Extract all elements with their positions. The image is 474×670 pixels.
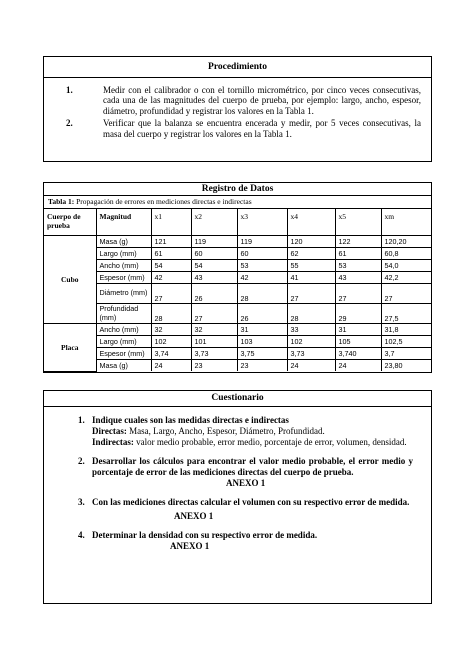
value-cell: 60 (191, 248, 237, 260)
registro-section (43, 182, 432, 373)
value-cell: 27 (335, 284, 381, 304)
value-cell: 24 (287, 360, 335, 372)
value-cell: 102 (287, 336, 335, 348)
table-caption (44, 196, 431, 209)
question-list (44, 407, 431, 552)
step-number: 2. (66, 118, 73, 129)
value-cell: 55 (287, 260, 335, 272)
answer-indirectas (92, 437, 407, 448)
annex-reference: ANEXO 1 (226, 478, 266, 488)
value-cell: 23 (237, 360, 287, 372)
value-cell: 3,740 (335, 348, 381, 360)
value-cell: 24 (335, 360, 381, 372)
value-cell: 26 (191, 284, 237, 304)
question-item (78, 530, 413, 552)
annex-reference: ANEXO 1 (174, 511, 214, 521)
cuestionario-section (43, 390, 432, 604)
value-cell: 101 (191, 336, 237, 348)
procedimiento-section (43, 56, 432, 162)
column-header: x5 (335, 209, 381, 236)
table-row (44, 260, 431, 272)
value-cell: 24 (151, 360, 191, 372)
cuestionario-title: Cuestionario (44, 391, 431, 407)
value-cell: 23,80 (381, 360, 431, 372)
indirectas-label: Indirectas: (92, 437, 134, 447)
value-cell: 54 (151, 260, 191, 272)
registro-title: Registro de Datos (44, 183, 431, 196)
value-cell: 102,5 (381, 336, 431, 348)
magnitude-cell: Largo (mm) (96, 336, 151, 348)
value-cell: 102 (151, 336, 191, 348)
column-header: x3 (237, 209, 287, 236)
step-text: Medir con el calibrador o con el tornillo micrométrico, por cinco veces consecutivas, cada una de las magnitudes del cuerpo de prueba, por ejemplo: largo, ancho, espesor, diámetro, profundidad y registrar los valores en la Tabla 1. (103, 85, 421, 116)
column-header: x2 (191, 209, 237, 236)
value-cell: 122 (335, 236, 381, 248)
value-cell: 28 (151, 304, 191, 324)
question-number: 2. (78, 456, 85, 466)
value-cell: 54,0 (381, 260, 431, 272)
value-cell: 42,2 (381, 272, 431, 284)
procedimiento-steps (44, 78, 431, 139)
question-number: 1. (78, 415, 85, 425)
value-cell: 32 (151, 324, 191, 336)
column-header: Magnitud (96, 209, 151, 236)
column-header: Cuerpo de prueba (44, 209, 96, 236)
directas-text: Masa, Largo, Ancho, Espesor, Diámetro, Profundidad. (126, 426, 325, 436)
value-cell: 31,8 (381, 324, 431, 336)
value-cell: 32 (191, 324, 237, 336)
magnitude-cell: Profundidad (mm) (96, 304, 151, 324)
value-cell: 60,8 (381, 248, 431, 260)
table-header-row (44, 209, 431, 236)
magnitude-cell: Masa (g) (96, 360, 151, 372)
value-cell: 43 (191, 272, 237, 284)
value-cell: 120 (287, 236, 335, 248)
table-row (44, 324, 431, 336)
magnitude-cell: Masa (g) (96, 236, 151, 248)
question-text: Desarrollar los cálculos para encontrar el valor medio probable, el error medio y porcentaje de error de las mediciones directas del cuerpo de prueba. (92, 456, 413, 477)
value-cell: 23 (191, 360, 237, 372)
value-cell: 119 (191, 236, 237, 248)
column-header: xm (381, 209, 431, 236)
value-cell: 103 (237, 336, 287, 348)
table-row (44, 348, 431, 360)
value-cell: 62 (287, 248, 335, 260)
magnitude-cell: Diámetro (mm) (96, 284, 151, 304)
data-table (44, 209, 431, 372)
table-row (44, 336, 431, 348)
value-cell: 3,7 (381, 348, 431, 360)
value-cell: 28 (287, 304, 335, 324)
caption-text: Propagación de errores en mediciones directas e indirectas (74, 197, 252, 206)
value-cell: 42 (237, 272, 287, 284)
value-cell: 105 (335, 336, 381, 348)
step-number: 1. (66, 85, 73, 95)
question-item (78, 497, 413, 522)
magnitude-cell: Espesor (mm) (96, 348, 151, 360)
caption-label: Tabla 1: (48, 197, 75, 206)
question-item (78, 415, 413, 448)
value-cell: 31 (335, 324, 381, 336)
indirectas-text: valor medio probable, error medio, porcentaje de error, volumen, densidad. (133, 437, 407, 447)
answer-directas (92, 426, 407, 437)
value-cell: 61 (335, 248, 381, 260)
table-row (44, 248, 431, 260)
value-cell: 60 (237, 248, 287, 260)
body-group-label: Placa (44, 324, 96, 372)
value-cell: 29 (335, 304, 381, 324)
value-cell: 43 (335, 272, 381, 284)
question-item (78, 456, 413, 489)
value-cell: 121 (151, 236, 191, 248)
question-text: Con las mediciones directas calcular el volumen con su respectivo error de medida. (92, 497, 410, 507)
step-text: Verificar que la balanza se encuentra encerada y medir, por 5 veces consecutivas, la masa del cuerpo y registrar los valores en la Tabla 1. (103, 118, 421, 139)
annex-reference: ANEXO 1 (170, 541, 210, 551)
value-cell: 27,5 (381, 304, 431, 324)
value-cell: 3,73 (191, 348, 237, 360)
value-cell: 53 (335, 260, 381, 272)
magnitude-cell: Espesor (mm) (96, 272, 151, 284)
question-text: Indique cuales son las medidas directas e indirectas (92, 415, 289, 425)
question-number: 4. (78, 530, 85, 540)
column-header: x4 (287, 209, 335, 236)
magnitude-cell: Ancho (mm) (96, 260, 151, 272)
table-row (44, 284, 431, 304)
column-header: x1 (151, 209, 191, 236)
value-cell: 3,74 (151, 348, 191, 360)
magnitude-cell: Ancho (mm) (96, 324, 151, 336)
value-cell: 27 (381, 284, 431, 304)
value-cell: 41 (287, 272, 335, 284)
table-row (44, 272, 431, 284)
value-cell: 53 (237, 260, 287, 272)
value-cell: 3,75 (237, 348, 287, 360)
table-row (44, 236, 431, 248)
value-cell: 61 (151, 248, 191, 260)
table-row (44, 304, 431, 324)
value-cell: 31 (237, 324, 287, 336)
value-cell: 3,73 (287, 348, 335, 360)
value-cell: 120,20 (381, 236, 431, 248)
body-group-label: Cubo (44, 236, 96, 324)
procedimiento-title: Procedimiento (44, 57, 431, 78)
table-row (44, 360, 431, 372)
step-item (66, 118, 421, 139)
value-cell: 28 (237, 284, 287, 304)
value-cell: 27 (191, 304, 237, 324)
value-cell: 42 (151, 272, 191, 284)
value-cell: 26 (237, 304, 287, 324)
magnitude-cell: Largo (mm) (96, 248, 151, 260)
value-cell: 27 (151, 284, 191, 304)
value-cell: 54 (191, 260, 237, 272)
question-number: 3. (78, 497, 85, 507)
directas-label: Directas: (92, 426, 127, 436)
value-cell: 33 (287, 324, 335, 336)
step-item (66, 85, 421, 116)
value-cell: 27 (287, 284, 335, 304)
question-text: Determinar la densidad con su respectivo error de medida. (92, 530, 318, 540)
value-cell: 119 (237, 236, 287, 248)
